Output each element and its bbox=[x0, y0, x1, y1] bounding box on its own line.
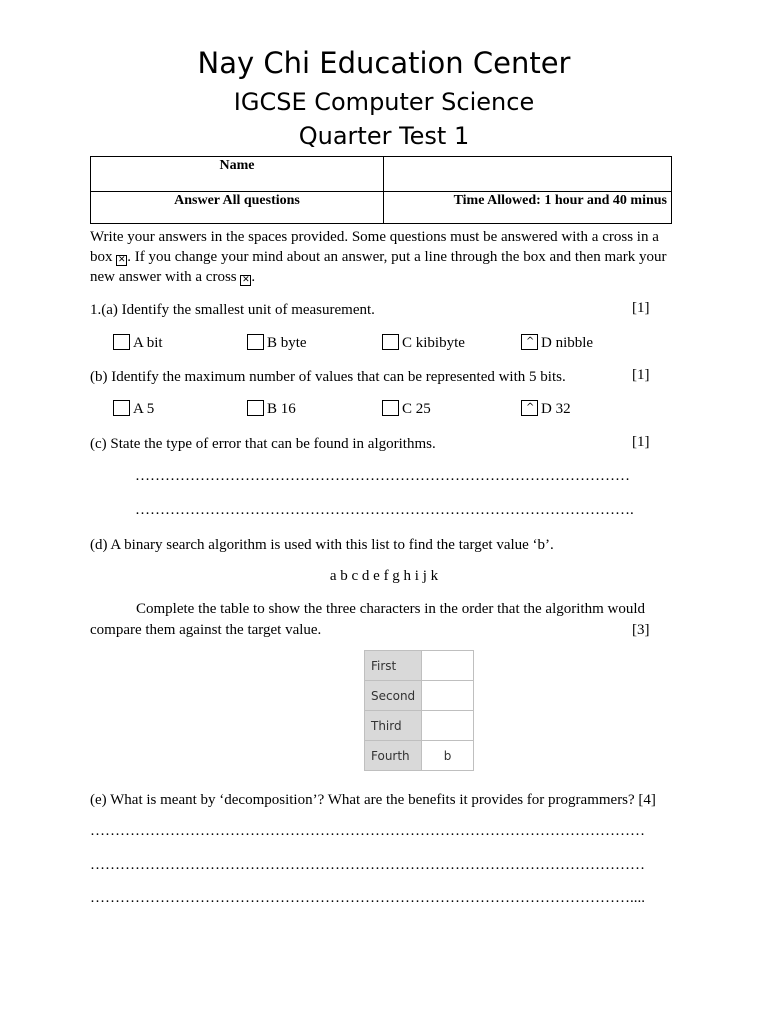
info-table bbox=[90, 156, 672, 224]
checkbox[interactable] bbox=[382, 400, 399, 416]
answer-line[interactable]: ……………………………………………………………………………………………….... bbox=[90, 890, 645, 906]
answer-line[interactable]: ………………………………………………………………………………………. bbox=[135, 502, 634, 518]
time-allowed: Time Allowed: 1 hour and 40 minus bbox=[453, 193, 667, 208]
crossed-box-icon: ✕ bbox=[117, 255, 126, 265]
answer-line[interactable]: ………………………………………………………………………………………………… bbox=[90, 857, 645, 873]
option-a[interactable] bbox=[113, 334, 163, 352]
instructions-text: . bbox=[251, 269, 256, 285]
name-label: Name bbox=[219, 158, 255, 173]
table-row bbox=[365, 741, 474, 771]
checkbox[interactable] bbox=[113, 400, 130, 416]
marks: [1] bbox=[632, 434, 650, 450]
question-1d-instruction: Complete the table to show the three characters in the order that the algorithm would bbox=[136, 601, 646, 617]
option-b[interactable] bbox=[247, 400, 296, 418]
table-row bbox=[365, 651, 474, 681]
marks: [1] bbox=[632, 300, 650, 316]
option-label: D nibble bbox=[541, 335, 594, 351]
answer-cell[interactable]: b bbox=[422, 741, 474, 771]
answer-cell[interactable] bbox=[422, 651, 474, 681]
option-label: B byte bbox=[267, 335, 307, 351]
question-1d: (d) A binary search algorithm is used with this list to find the target value ‘b’. bbox=[90, 537, 554, 553]
option-label: C kibibyte bbox=[402, 335, 465, 351]
table-divider bbox=[91, 191, 671, 192]
option-d[interactable] bbox=[521, 334, 593, 352]
instructions-text: . If you change your mind about an answer, put a line through the box and then mark your new answer with a cross bbox=[90, 249, 667, 285]
answer-cell[interactable] bbox=[422, 681, 474, 711]
crossed-box-icon: ✕ bbox=[242, 275, 250, 285]
instructions-paragraph bbox=[90, 227, 680, 287]
checkbox[interactable] bbox=[521, 400, 538, 416]
row-label: Third bbox=[365, 711, 422, 741]
marks: [3] bbox=[632, 622, 650, 638]
question-1b: (b) Identify the maximum number of values that can be represented with 5 bits. bbox=[90, 369, 566, 385]
option-label: C 25 bbox=[402, 401, 431, 417]
checkbox[interactable] bbox=[382, 334, 399, 350]
subject-title: IGCSE Computer Science bbox=[233, 88, 535, 116]
center-name: Nay Chi Education Center bbox=[197, 46, 571, 80]
option-label: A bit bbox=[133, 335, 163, 351]
option-label: D 32 bbox=[541, 401, 571, 417]
question-1d-instruction: compare them against the target value. bbox=[90, 622, 322, 638]
checkbox[interactable] bbox=[521, 334, 538, 350]
option-a[interactable] bbox=[113, 400, 154, 418]
option-d[interactable] bbox=[521, 400, 571, 418]
checkbox[interactable] bbox=[113, 334, 130, 350]
row-label: Fourth bbox=[365, 741, 422, 771]
table-divider bbox=[383, 157, 384, 223]
question-1c: (c) State the type of error that can be found in algorithms. bbox=[90, 436, 436, 452]
search-list: a b c d e f g h i j k bbox=[329, 568, 439, 584]
checkbox[interactable] bbox=[247, 400, 264, 416]
answer-line[interactable]: ……………………………………………………………………………………… bbox=[135, 468, 630, 484]
binary-search-table bbox=[364, 650, 474, 771]
row-label: Second bbox=[365, 681, 422, 711]
row-label: First bbox=[365, 651, 422, 681]
question-1e: (e) What is meant by ‘decomposition’? What are the benefits it provides for programmers? [4] bbox=[90, 792, 656, 808]
table-row bbox=[365, 681, 474, 711]
option-label: A 5 bbox=[133, 401, 155, 417]
option-label: B 16 bbox=[267, 401, 296, 417]
question-1a: 1.(a) Identify the smallest unit of measurement. bbox=[90, 302, 375, 318]
option-c[interactable] bbox=[382, 334, 465, 352]
instruction-cell: Answer All questions bbox=[174, 193, 300, 208]
instructions-text: Write your answers in the spaces provided. Some questions must be answered with a cross in a box bbox=[90, 229, 659, 265]
checkbox[interactable] bbox=[247, 334, 264, 350]
answer-line[interactable]: ………………………………………………………………………………………………… bbox=[90, 823, 645, 839]
marks: [1] bbox=[632, 367, 650, 383]
table-row bbox=[365, 711, 474, 741]
answer-cell[interactable] bbox=[422, 711, 474, 741]
test-title: Quarter Test 1 bbox=[298, 122, 470, 150]
option-c[interactable] bbox=[382, 400, 431, 418]
option-b[interactable] bbox=[247, 334, 307, 352]
